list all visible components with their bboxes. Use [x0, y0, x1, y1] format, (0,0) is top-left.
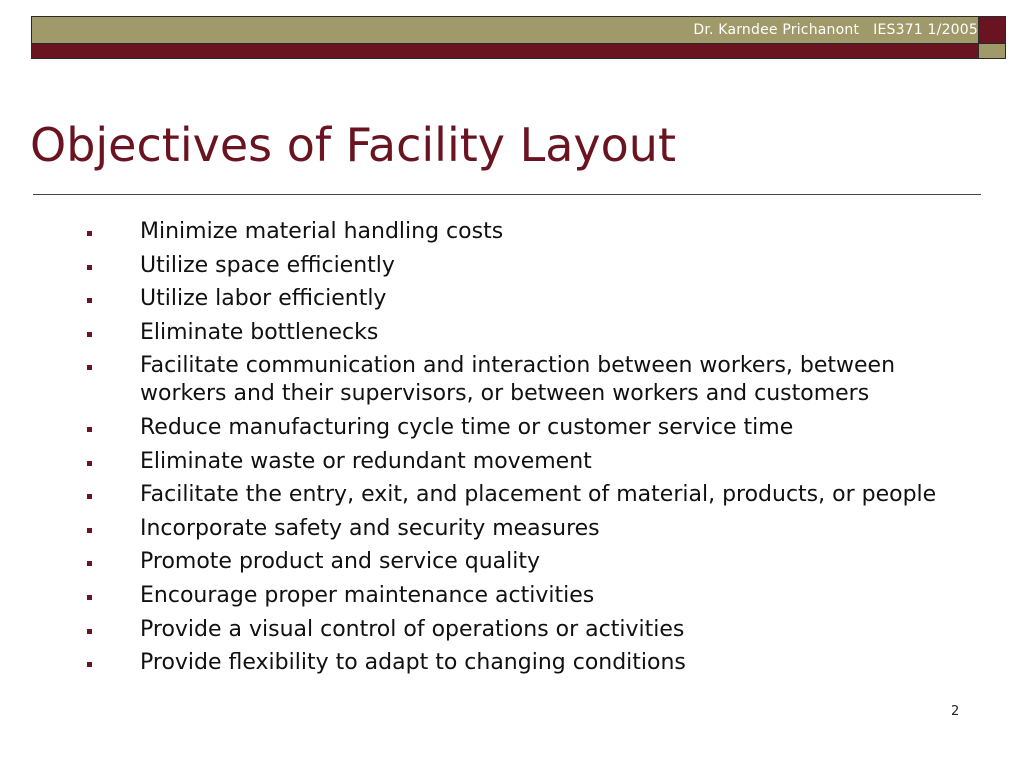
- square-bullet-icon: [86, 515, 140, 543]
- list-item-text: Promote product and service quality: [140, 549, 540, 575]
- list-item-text: Utilize labor efficiently: [140, 286, 387, 312]
- square-bullet-icon: [86, 414, 140, 442]
- square-bullet-icon: [86, 319, 140, 347]
- square-bullet-icon: [86, 616, 140, 644]
- header-author-course: Dr. Karndee Prichanont IES371 1/2005: [693, 22, 978, 38]
- list-item-text: Eliminate waste or redundant movement: [140, 448, 592, 474]
- list-item-text: Minimize material handling costs: [140, 219, 504, 244]
- list-item-text: Incorporate safety and security measures: [140, 515, 600, 541]
- square-bullet-icon: [86, 218, 140, 246]
- list-item: [86, 352, 986, 408]
- list-item: [86, 582, 986, 610]
- list-item-text: Provide flexibility to adapt to changing conditions: [140, 650, 686, 676]
- square-bullet-icon: [86, 649, 140, 677]
- square-bullet-icon: [86, 352, 140, 380]
- list-item: [86, 515, 986, 543]
- list-item-text: Facilitate the entry, exit, and placement of material, products, or people: [140, 482, 937, 508]
- list-item: [86, 616, 986, 644]
- header-square-olive: [978, 43, 1006, 59]
- list-item-text: Encourage proper maintenance activities: [140, 582, 595, 608]
- list-item: [86, 285, 986, 313]
- slide-title: Objectives of Facility Layout: [30, 118, 676, 172]
- list-item: [86, 448, 986, 476]
- list-item: [86, 218, 986, 246]
- square-bullet-icon: [86, 285, 140, 313]
- list-item: [86, 319, 986, 347]
- square-bullet-icon: [86, 481, 140, 509]
- page-number: 2: [951, 704, 960, 719]
- list-item: [86, 481, 986, 509]
- list-item: [86, 414, 986, 442]
- header-bar-maroon: [31, 43, 979, 59]
- list-item-text: Eliminate bottlenecks: [140, 319, 379, 345]
- list-item-text: Provide a visual control of operations or activities: [140, 616, 685, 642]
- square-bullet-icon: [86, 582, 140, 610]
- square-bullet-icon: [86, 548, 140, 576]
- header-square-maroon: [978, 16, 1006, 44]
- square-bullet-icon: [86, 448, 140, 476]
- list-item: [86, 548, 986, 576]
- square-bullet-icon: [86, 252, 140, 280]
- list-item-text: Reduce manufacturing cycle time or customer service time: [140, 414, 794, 440]
- list-item-text: Facilitate communication and interaction between workers, between workers and their supervisors, or between workers and customers: [140, 353, 896, 407]
- list-item: [86, 252, 986, 280]
- list-item: [86, 649, 986, 677]
- title-divider: [33, 194, 981, 195]
- list-item-text: Utilize space efficiently: [140, 252, 395, 278]
- objectives-list: [86, 218, 986, 683]
